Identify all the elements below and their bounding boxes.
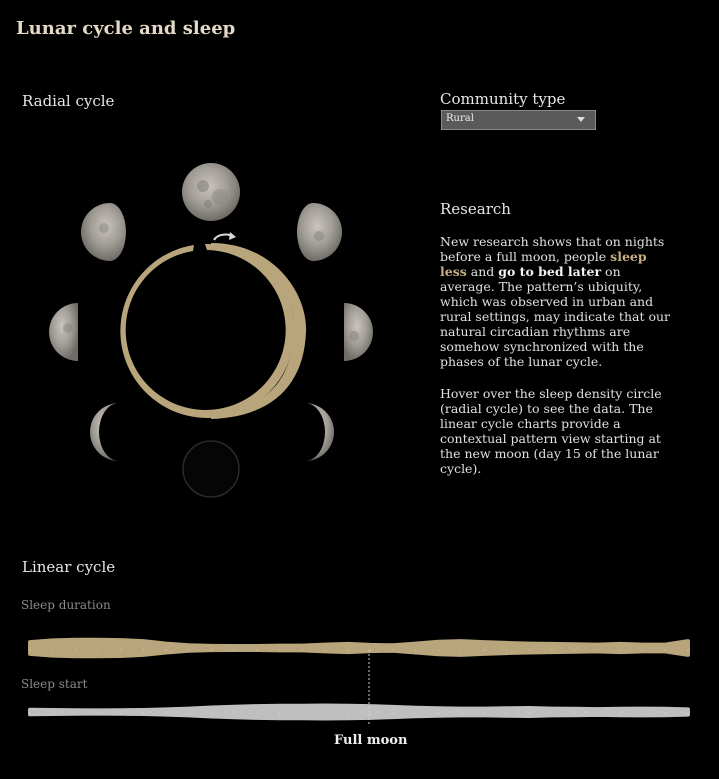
community-type-select[interactable] <box>441 110 596 130</box>
chevron-down-icon <box>577 117 585 122</box>
waning-gibbous-icon <box>297 203 342 261</box>
sleep-duration-area <box>30 640 688 657</box>
research-paragraph-2: Hover over the sleep density circle (radial cycle) to see the data. The linear cycle charts provide a contextual pattern view starting at the new moon (day 15 of the lunar cycle). <box>440 386 662 476</box>
new-moon-icon <box>183 441 239 497</box>
radial-cycle-chart[interactable] <box>40 155 390 515</box>
research-heading: Research <box>440 200 511 218</box>
sleep-duration-label: Sleep duration <box>21 598 111 612</box>
clockwise-arrow-icon <box>214 232 236 240</box>
linear-cycle-chart[interactable] <box>0 620 719 730</box>
research-text-c: on average. The pattern’s ubiquity, which was observed in urban and rural settings, may indicate that our natural circadian rhythms are somehow synchronized with the phases of the lunar cycle. <box>440 264 671 369</box>
full-moon-icon <box>182 163 240 221</box>
waning-crescent-icon <box>305 403 334 461</box>
third-quarter-moon-icon <box>344 303 373 361</box>
sleep-start-label: Sleep start <box>21 677 88 691</box>
full-moon-marker-label: Full moon <box>334 733 408 748</box>
linear-cycle-heading: Linear cycle <box>22 558 116 576</box>
highlight-go-to-bed-later: go to bed later <box>498 264 602 279</box>
waxing-crescent-icon <box>90 403 119 461</box>
highlight-sleep-less: sleep less <box>440 249 647 279</box>
community-type-selected-value: Rural <box>446 113 474 124</box>
research-paragraph-1 <box>440 234 670 369</box>
radial-cycle-heading: Radial cycle <box>22 92 115 110</box>
research-text-a: New research shows that on nights before a full moon, people <box>440 234 665 264</box>
page-title: Lunar cycle and sleep <box>16 18 236 39</box>
waxing-gibbous-icon <box>81 203 126 261</box>
community-type-label: Community type <box>440 90 566 108</box>
research-text-b: and <box>466 264 499 279</box>
first-quarter-moon-icon <box>49 303 78 361</box>
sleep-start-area <box>30 706 688 719</box>
